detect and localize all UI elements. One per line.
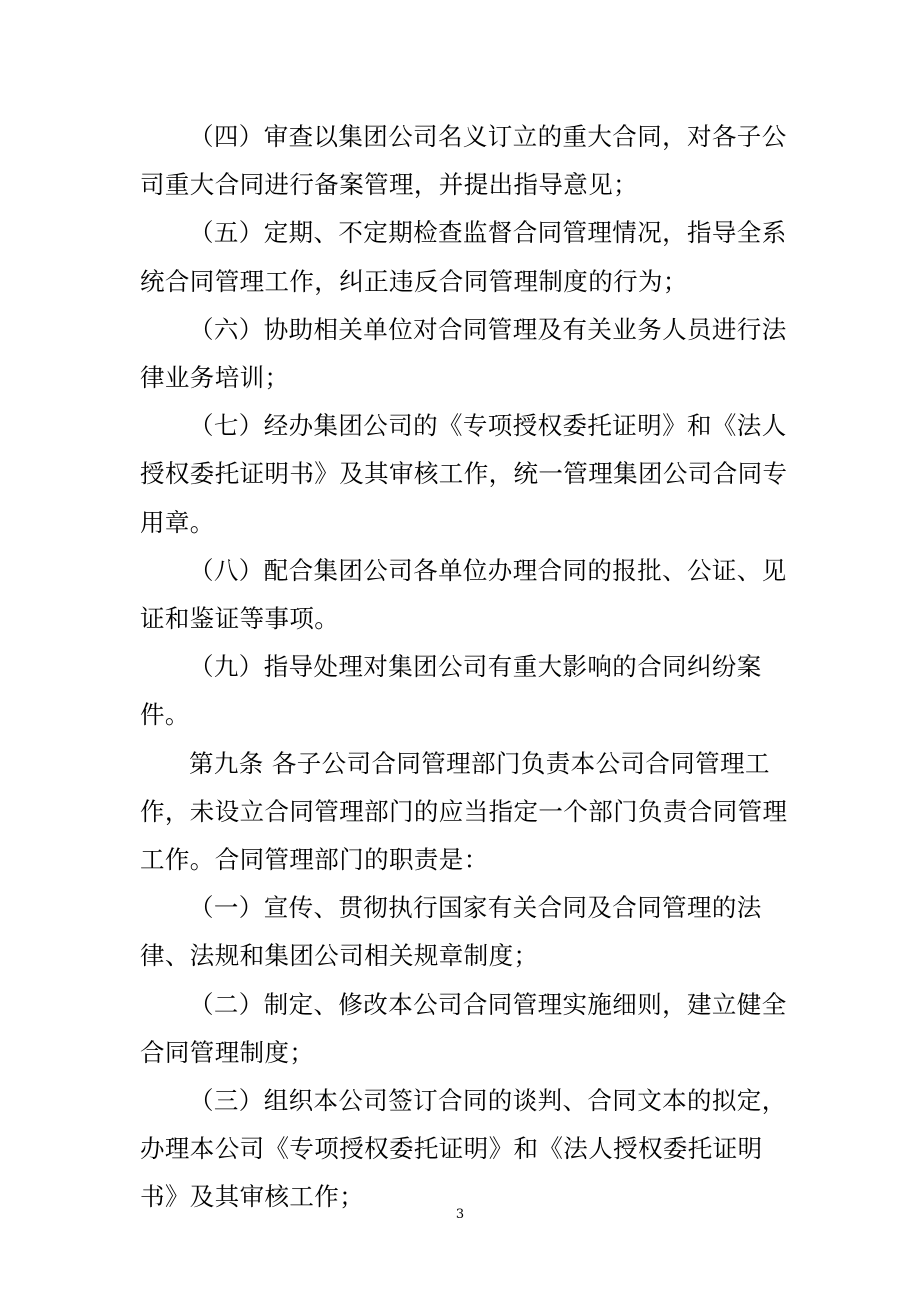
page-number: 3 (455, 1207, 465, 1222)
subsidiary-duty-1: （一）宣传、贯彻执行国家有关合同及合同管理的法律、法规和集团公司相关规章制度； (140, 893, 762, 971)
paragraph-item-8: （八）配合集团公司各单位办理合同的报批、公证、见证和鉴证等事项。 (140, 555, 787, 634)
paragraph-item-9: （九）指导处理对集团公司有重大影响的合同纠纷案件。 (140, 652, 762, 730)
document-body (140, 113, 790, 1222)
subsidiary-duty-3: （三）组织本公司签订合同的谈判、合同文本的拟定，办理本公司《专项授权委托证明》和《法人授权委托证明书》及其审核工作； (140, 1086, 787, 1212)
paragraph-item-5: （五）定期、不定期检查监督合同管理情况，指导全系统合同管理工作，纠正违反合同管理制度的行为； (140, 218, 787, 296)
article-nine: 第九条 各子公司合同管理部门负责本公司合同管理工作，未设立合同管理部门的应当指定一个部门负责合同管理工作。合同管理部门的职责是： (140, 748, 788, 875)
paragraph-item-6: （六）协助相关单位对合同管理及有关业务人员进行法律业务培训； (140, 314, 787, 393)
paragraph-item-4: （四）审查以集团公司名义订立的重大合同，对各子公司重大合同进行备案管理，并提出指导意见； (140, 122, 787, 200)
paragraph-item-7: （七）经办集团公司的《专项授权委托证明》和《法人授权委托证明书》及其审核工作，统一管理集团公司合同专用章。 (140, 411, 788, 537)
subsidiary-duty-2: （二）制定、修改本公司合同管理实施细则，建立健全合同管理制度； (140, 989, 787, 1067)
